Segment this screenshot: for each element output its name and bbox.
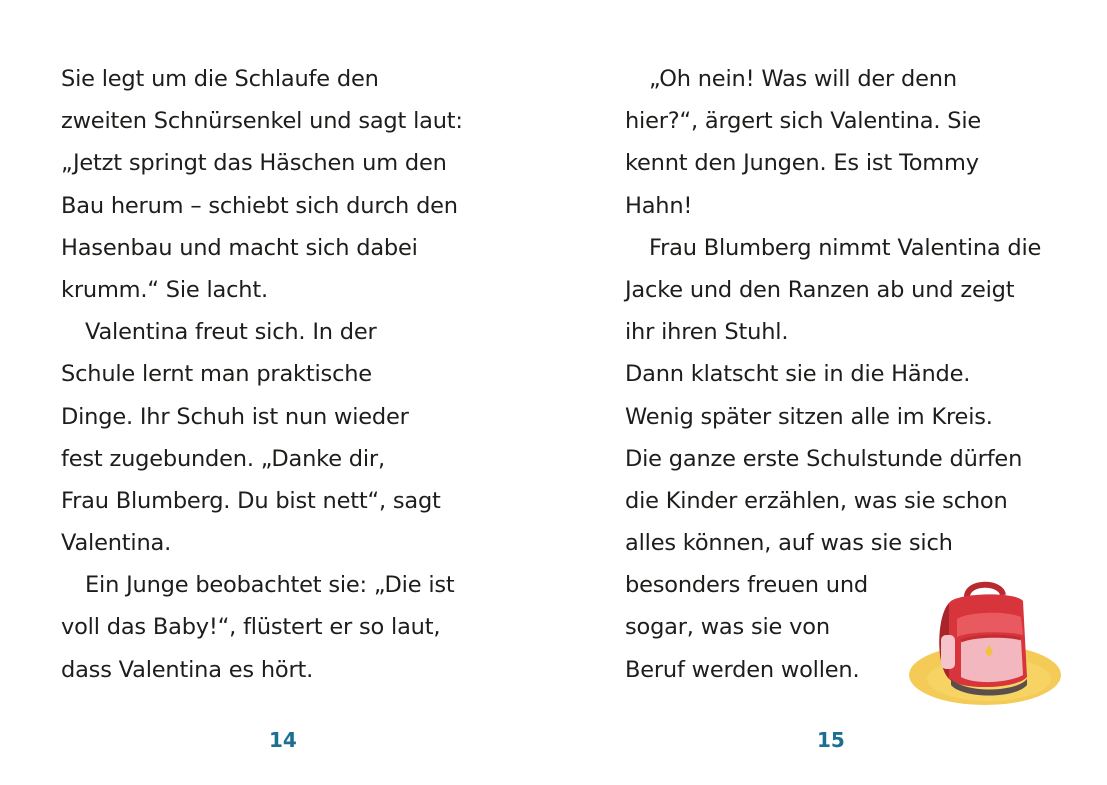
- text-line: Dinge. Ihr Schuh ist nun wieder: [61, 403, 409, 430]
- text-line: Sie legt um die Schlaufe den: [61, 66, 379, 92]
- text-line: „Oh nein! Was will der denn: [649, 66, 957, 92]
- page-number-left: 14: [269, 728, 297, 752]
- text-line: Frau Blumberg. Du bist nett“, sagt: [61, 487, 441, 514]
- text-line: die Kinder erzählen, was sie schon: [625, 487, 1008, 514]
- text-line: krumm.“ Sie lacht.: [61, 276, 268, 303]
- text-line: ihr ihren Stuhl.: [625, 319, 789, 346]
- text-line: Valentina.: [61, 530, 172, 557]
- text-line: Hasenbau und macht sich dabei: [61, 234, 418, 261]
- school-backpack-icon: [905, 575, 1065, 710]
- right-page: [553, 0, 1107, 785]
- text-line: sogar, was sie von: [625, 614, 830, 641]
- text-line: Hahn!: [625, 192, 693, 219]
- text-line: Bau herum – schiebt sich durch den: [61, 192, 458, 219]
- text-line: voll das Baby!“, flüstert er so laut,: [61, 614, 441, 641]
- left-page: [0, 0, 553, 785]
- text-line: hier?“, ärgert sich Valentina. Sie: [625, 108, 982, 135]
- left-page-text: [61, 58, 463, 691]
- text-line: „Jetzt springt das Häschen um den: [61, 150, 447, 177]
- text-line: kennt den Jungen. Es ist Tommy: [625, 150, 979, 177]
- text-line: dass Valentina es hört.: [61, 656, 314, 683]
- text-line: besonders freuen und: [625, 572, 868, 599]
- text-line: Wenig später sitzen alle im Kreis.: [625, 403, 993, 430]
- text-line: Ein Junge beobachtet sie: „Die ist: [85, 572, 455, 599]
- text-line: Die ganze erste Schulstunde dürfen: [625, 445, 1023, 472]
- text-line: Frau Blumberg nimmt Valentina die: [649, 234, 1042, 261]
- text-line: Dann klatscht sie in die Hände.: [625, 361, 971, 388]
- text-line: Schule lernt man praktische: [61, 361, 372, 388]
- text-line: Valentina freut sich. In der: [85, 319, 377, 346]
- text-line: zweiten Schnürsenkel und sagt laut:: [61, 108, 463, 135]
- text-line: fest zugebunden. „Danke dir,: [61, 445, 385, 472]
- page-number-right: 15: [817, 728, 845, 752]
- text-line: Beruf werden wollen.: [625, 656, 860, 683]
- text-line: alles können, auf was sie sich: [625, 530, 953, 557]
- text-line: Jacke und den Ranzen ab und zeigt: [625, 276, 1015, 303]
